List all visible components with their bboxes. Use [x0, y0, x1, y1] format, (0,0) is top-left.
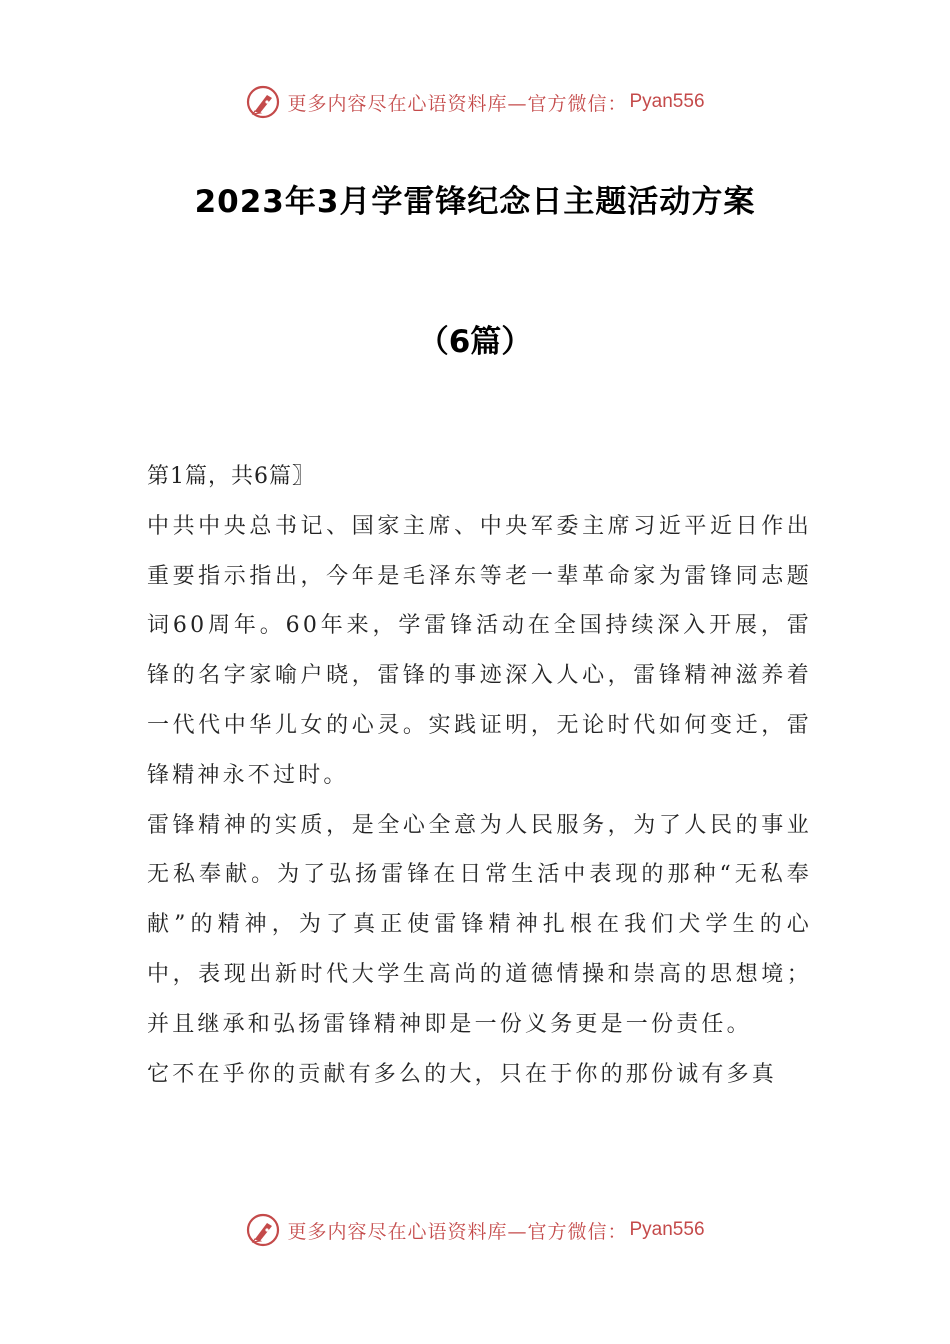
watermark-header [0, 84, 950, 120]
part-marker: 第1篇，共6篇〗 [147, 464, 315, 489]
document-body [147, 452, 812, 1099]
wechat-id: Pyan556 [629, 91, 705, 112]
watermark-text: 更多内容尽在心语资料库—官方微信： [287, 92, 628, 115]
document-title: 2023年3月学雷锋纪念日主题活动方案 [194, 184, 756, 220]
paragraph: 中共中央总书记、国家主席、中央军委主席习近平近日作出重要指示指出，今年是毛泽东等老一辈革命家为雷锋同志题词60周年。60年来，学雷锋活动在全国持续深入开展，雷锋的名字家喻户晓，雷锋的事迹深入人心，雷锋精神滋养着一代代中华儿女的心灵。实践证明，无论时代如何变迁，雷锋精神永不过时。 [147, 513, 812, 788]
watermark-text: 更多内容尽在心语资料库—官方微信： [287, 1220, 628, 1243]
pen-nib-logo-icon [245, 1212, 281, 1248]
wechat-id: Pyan556 [629, 1219, 705, 1240]
pen-nib-logo-icon [245, 84, 281, 120]
watermark-footer [0, 1212, 950, 1248]
paragraph: 雷锋精神的实质，是全心全意为人民服务，为了人民的事业无私奉献。为了弘扬雷锋在日常生活中表现的那种“无私奉献”的精神，为了真正使雷锋精神扎根在我们犬学生的心中，表现出新时代大学生高尚的道德情操和崇高的思想境；并且继承和弘扬雷锋精神即是一份义务更是一份责任。 [147, 812, 812, 1037]
paragraph: 它不在乎你的贡献有多么的大，只在于你的那份诚有多真 [147, 1061, 778, 1087]
document-subtitle: （6篇） [417, 324, 533, 360]
